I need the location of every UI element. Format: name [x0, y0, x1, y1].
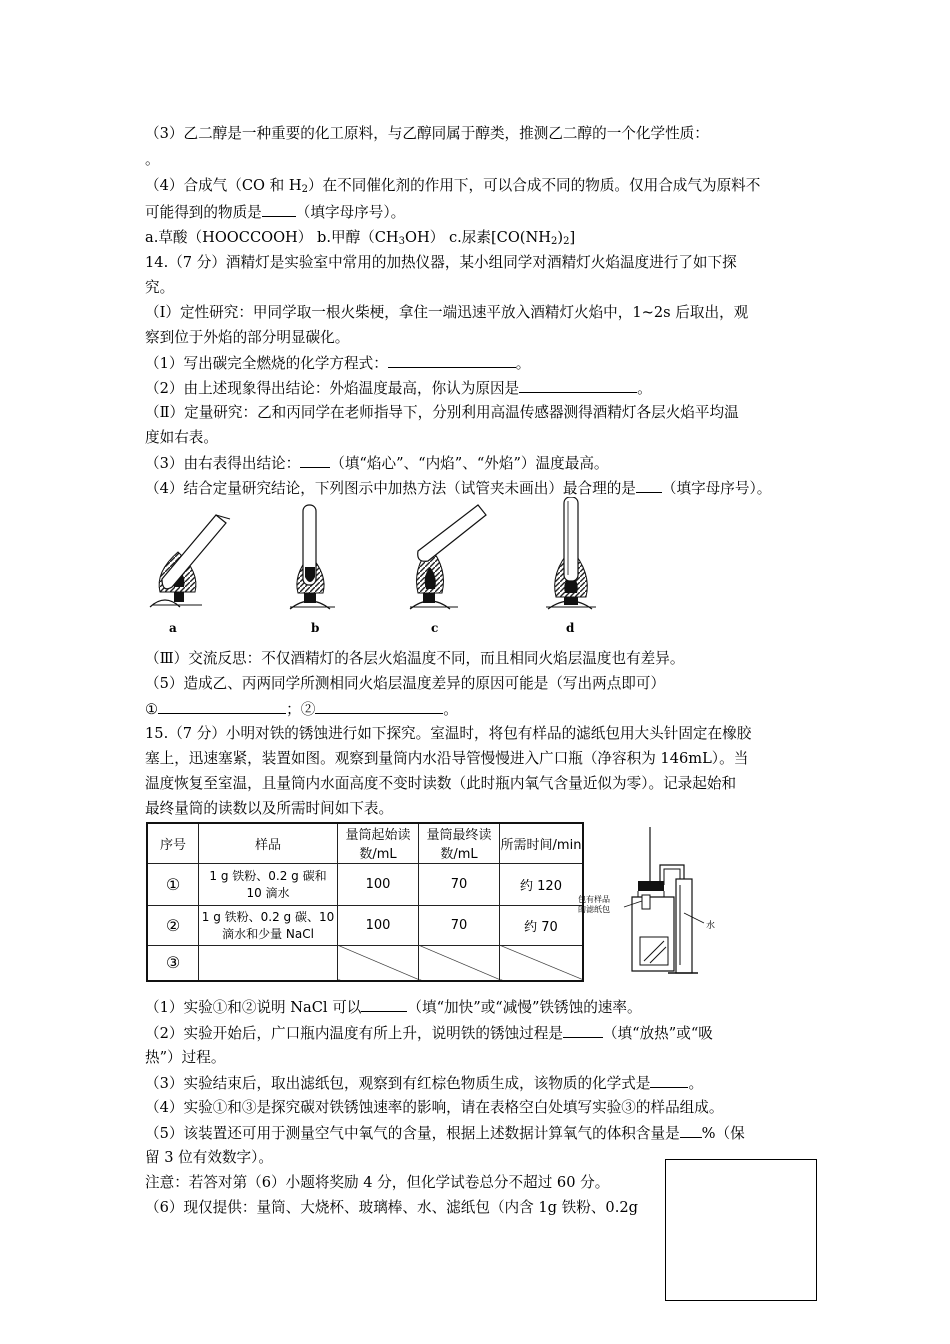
cell-sample: 1 g 铁粉、0.2 g 碳和 10 滴水: [199, 863, 338, 905]
q13-options: a.草酸（HOOCCOOH） b.甲醇$(CH_3OH)$ c.尿素$[CO(NH_2)_2]$: [145, 229, 576, 247]
cell-diagonal: [419, 945, 500, 981]
q15-sub3: （3）实验结束后，取出滤纸包，观察到有红棕色物质生成，该物质的化学式是 。: [145, 1075, 704, 1092]
answer-blank[interactable]: [519, 378, 637, 393]
cell-sample: 1 g 铁粉、0.2 g 碳、10 滴水和少量 NaCl: [199, 905, 338, 945]
q13-4-line2: 可能得到的物质是 （填字母序号）。: [145, 204, 406, 221]
apparatus-label-water: 水: [706, 921, 716, 931]
q15-sub5: （5）该装置还可用于测量空气中氧气的含量，根据上述数据计算氧气的体积含量是 %（保: [145, 1125, 745, 1142]
figure-label-a: a: [169, 621, 177, 635]
q14-sub1: （1）写出碳完全燃烧的化学方程式： 。: [145, 355, 531, 372]
table-header-row: [147, 823, 583, 863]
figure-label-b: b: [311, 621, 320, 635]
q15-heading-2: 塞上，迅速塞紧，装置如图。观察到量筒内水沿导管慢慢进入广口瓶（净容积为 146mL）。当: [145, 750, 749, 767]
q15-sub5-line2: 留 3 位有效数字）。: [145, 1149, 274, 1166]
header-time: 所需时间/min: [500, 823, 584, 863]
answer-blank[interactable]: [636, 478, 662, 493]
figure-b: [290, 505, 335, 609]
cell-time: 约 120: [500, 863, 584, 905]
q15-sub1: （1）实验①和②说明 NaCl 可以 （填“加快”或“减慢”铁锈蚀的速率。: [145, 999, 642, 1016]
cell-sample-empty[interactable]: [199, 945, 338, 981]
header-end: 量筒最终读数/mL: [419, 823, 500, 863]
q14-sub5-answers: ① ；② 。: [145, 701, 458, 718]
cell-index: ①: [147, 863, 199, 905]
cell-diagonal: [338, 945, 419, 981]
answer-blank[interactable]: [262, 202, 296, 217]
q14-part3: （Ⅲ）交流反思：不仅酒精灯的各层火焰温度不同，而且相同火焰层温度也有差异。: [145, 650, 685, 667]
q15-sub2: （2）实验开始后，广口瓶内温度有所上升，说明铁的锈蚀过程是 （填“放热”或“吸: [145, 1025, 713, 1042]
answer-blank[interactable]: [650, 1073, 688, 1088]
q15-heading-1: 15.（7 分）小明对铁的锈蚀进行如下探究。室温时，将包有样品的滤纸包用大头针固定在橡胶: [145, 725, 752, 742]
answer-blank[interactable]: [388, 353, 516, 368]
q13-3-line: （3）乙二醇是一种重要的化工原料，与乙醇同属于醇类，推测乙二醇的一个化学性质：: [145, 125, 709, 142]
q14-part2-line2: 度如右表。: [145, 429, 218, 446]
q13-4-line1: （4）合成气（CO 和 $H_2$）在不同催化剂的作用下，可以合成不同的物质。仅用合成气为原料不: [145, 177, 761, 195]
cell-index: ②: [147, 905, 199, 945]
q14-heading-2: 究。: [145, 279, 175, 296]
answer-blank[interactable]: [680, 1123, 702, 1138]
cell-index: ③: [147, 945, 199, 981]
q15-sub4: （4）实验①和③是探究碳对铁锈蚀速率的影响，请在表格空白处填写实验③的样品组成。: [145, 1099, 724, 1116]
q15-sub2-line2: 热”）过程。: [145, 1049, 226, 1066]
header-sample: 样品: [199, 823, 338, 863]
bonus-note: 注意：若答对第（6）小题将奖励 4 分，但化学试卷总分不超过 60 分。: [145, 1174, 610, 1191]
q14-sub3: （3）由右表得出结论： （填“焰心”、“内焰”、“外焰”）温度最高。: [145, 455, 609, 472]
cell-end: 70: [419, 905, 500, 945]
table-row-blank: [147, 945, 583, 981]
cell-diagonal: [500, 945, 584, 981]
answer-blank[interactable]: [563, 1023, 603, 1038]
answer-blank[interactable]: [361, 997, 407, 1012]
figure-a: [150, 515, 230, 607]
q13-3-end: 。: [145, 151, 160, 168]
q14-part1-line2: 察到位于外焰的部分明显碳化。: [145, 329, 350, 346]
cell-start: 100: [338, 905, 419, 945]
cell-time: 约 70: [500, 905, 584, 945]
q15-heading-4: 最终量筒的读数以及所需时间如下表。: [145, 800, 394, 817]
experiment-table: [146, 822, 584, 982]
header-start: 量筒起始读数/mL: [338, 823, 419, 863]
q15-heading-3: 温度恢复至室温，且量筒内水面高度不变时读数（此时瓶内氧气含量近似为零）。记录起始和: [145, 775, 737, 792]
figure-d: [546, 497, 596, 609]
cell-start: 100: [338, 863, 419, 905]
q14-part2-line1: （Ⅱ）定量研究：乙和丙同学在老师指导下，分别利用高温传感器测得酒精灯各层火焰平均温: [145, 404, 739, 421]
answer-blank[interactable]: [300, 453, 330, 468]
q14-sub4: （4）结合定量研究结论，下列图示中加热方法（试管夹未画出）最合理的是 （填字母序号）。: [145, 480, 772, 497]
table-row: [147, 863, 583, 905]
q15-sub6: （6）现仅提供：量筒、大烧杯、玻璃棒、水、滤纸包（内含 1g 铁粉、0.2g: [145, 1199, 638, 1216]
q14-sub5: （5）造成乙、丙两同学所测相同火焰层温度差异的原因可能是（写出两点即可）: [145, 675, 666, 692]
figure-c: [410, 505, 486, 609]
apparatus-label-sample: 包有样品 的滤纸包: [578, 895, 610, 914]
q14-heading-1: 14.（7 分）酒精灯是实验室中常用的加热仪器，某小组同学对酒精灯火焰温度进行了如下探: [145, 254, 737, 271]
figure-label-c: c: [431, 621, 439, 635]
q14-part1-line1: （Ⅰ）定性研究：甲同学取一根火柴梗，拿住一端迅速平放入酒精灯火焰中，1~2s 后取出，观: [145, 304, 749, 321]
cell-end: 70: [419, 863, 500, 905]
figure-label-d: d: [566, 621, 575, 635]
table-row: [147, 905, 583, 945]
heating-figures: [140, 497, 620, 627]
answer-blank-1[interactable]: [158, 699, 286, 714]
q14-sub2: （2）由上述现象得出结论：外焰温度最高，你认为原因是 。: [145, 380, 652, 397]
header-index: 序号: [147, 823, 199, 863]
answer-blank-2[interactable]: [315, 699, 443, 714]
answer-box[interactable]: [665, 1159, 817, 1301]
